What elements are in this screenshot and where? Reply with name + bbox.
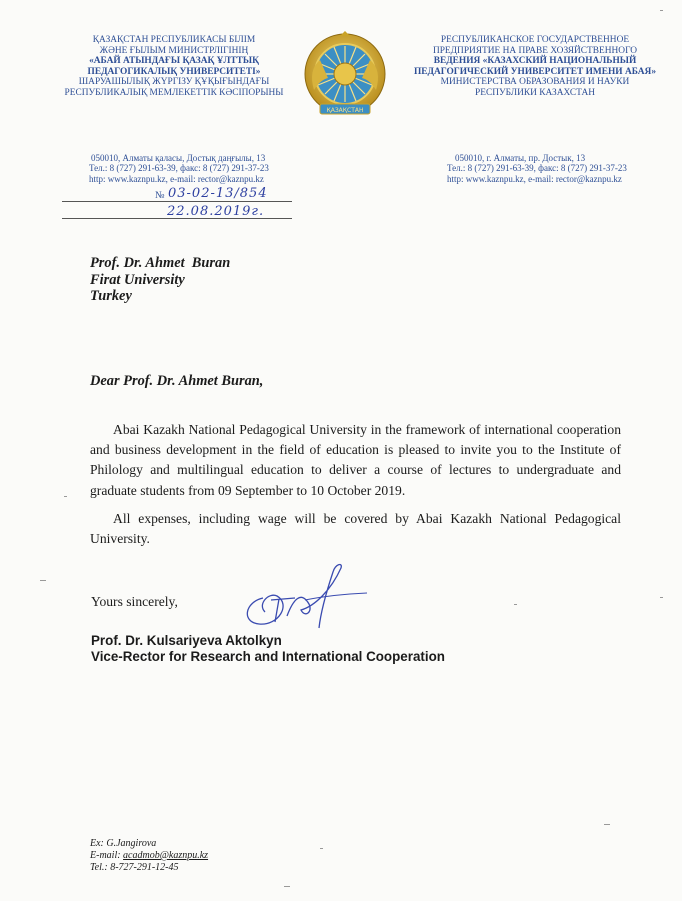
executor-footer (90, 838, 208, 874)
header-left-line: ШАРУАШЫЛЫҚ ЖҮРГІЗУ ҚҰҚЫҒЫНДАҒЫ (78, 77, 270, 88)
header-right-line: РЕСПУБЛИКИ КАЗАХСТАН (475, 87, 595, 98)
body-paragraph-1: Abai Kazakh National Pedagogical University in the framework of international cooperation and business development in the field of education is pleased to invite you to the Institute of Philology and multilingual education to deliver a course of lectures to undergraduate and graduate students from 09 September to 10 October 2019. (90, 422, 621, 498)
address-left (89, 153, 309, 184)
closing: Yours sincerely, (91, 594, 178, 609)
email-link[interactable]: acadmob@kaznpu.kz (123, 850, 209, 861)
scan-speck (40, 580, 46, 581)
signatory-block (91, 633, 445, 665)
handwritten-signature (235, 560, 370, 635)
emblem-icon (300, 30, 390, 125)
outgoing-number: 03-02-13/854 (168, 186, 268, 201)
scan-speck (604, 824, 610, 825)
header-left-line: ЖӘНЕ ҒЫЛЫМ МИНИСТРЛІГІНІҢ (99, 45, 249, 56)
address-line: Тел.: 8 (727) 291-63-39, факс: 8 (727) 291-37-23 (447, 163, 627, 174)
executor-phone: Tel.: 8-727-291-12-45 (90, 862, 179, 873)
header-right-line: ВЕДЕНИЯ «КАЗАХСКИЙ НАЦИОНАЛЬНЫЙ (433, 56, 637, 67)
signatory-name: Prof. Dr. Kulsariyeva Aktolkyn (91, 633, 282, 648)
address-line: 050010, г. Алматы, пр. Достык, 13 (455, 153, 586, 163)
address-line: 050010, Алматы қаласы, Достық даңғылы, 13 (91, 153, 266, 163)
header-right-line: ПЕДАГОГИЧЕСКИЙ УНИВЕРСИТЕТ ИМЕНИ АБАЯ» (413, 66, 657, 77)
outgoing-date: 22.08.2019г. (167, 204, 265, 219)
scan-speck (660, 10, 663, 11)
state-emblem (300, 30, 390, 125)
address-line: http: www.kaznpu.kz, e-mail: rector@kaznpu.kz (447, 173, 622, 184)
header-left-line: ПЕДАГОГИКАЛЫҚ УНИВЕРСИТЕТІ» (87, 66, 261, 77)
signatory-title: Vice-Rector for Research and International Cooperation (91, 649, 445, 664)
number-label: № (155, 190, 165, 201)
number-underline (62, 201, 292, 202)
recipient-country: Turkey (90, 288, 132, 304)
email-label: E-mail: (90, 850, 124, 861)
address-line: Тел.: 8 (727) 291-63-39, факс: 8 (727) 291-37-23 (89, 163, 269, 174)
emblem-label: ҚАЗАҚСТАН (326, 107, 364, 114)
header-right-line: РЕСПУБЛИКАНСКОЕ ГОСУДАРСТВЕННОЕ (440, 35, 630, 45)
address-line: http: www.kaznpu.kz, e-mail: rector@kaznpu.kz (89, 173, 264, 184)
salutation: Dear Prof. Dr. Ahmet Buran, (90, 373, 264, 389)
scan-speck (320, 848, 323, 849)
recipient-name: Prof. Dr. Ahmet Buran (90, 255, 231, 271)
header-left-line: «АБАЙ АТЫНДАҒЫ ҚАЗАҚ ҰЛТТЫҚ (89, 56, 259, 67)
header-right-line: ПРЕДПРИЯТИЕ НА ПРАВЕ ХОЗЯЙСТВЕННОГО (432, 45, 638, 56)
letterhead-right (410, 35, 660, 99)
recipient-organization: Firat University (90, 271, 185, 288)
header-right-line: МИНИСТЕРСТВА ОБРАЗОВАНИЯ И НАУКИ (440, 77, 630, 88)
address-right (447, 153, 667, 184)
header-left-line: РЕСПУБЛИКАЛЫҚ МЕМЛЕКЕТТІК КӘСІПОРЫНЫ (64, 87, 284, 98)
scan-speck (284, 886, 290, 887)
scan-speck (514, 604, 517, 605)
recipient-block (90, 255, 230, 305)
body-paragraph-2: All expenses, including wage will be covered by Abai Kazakh National Pedagogical University. (90, 511, 621, 547)
scan-speck (64, 496, 67, 497)
header-left-line: ҚАЗАҚСТАН РЕСПУБЛИКАСЫ БІЛІМ (92, 35, 256, 45)
executor-name: Ex: G.Jangirova (90, 838, 157, 849)
reference-block (62, 188, 292, 228)
scan-speck (660, 597, 663, 598)
letterhead-left (48, 35, 300, 99)
executor-email (90, 850, 208, 862)
